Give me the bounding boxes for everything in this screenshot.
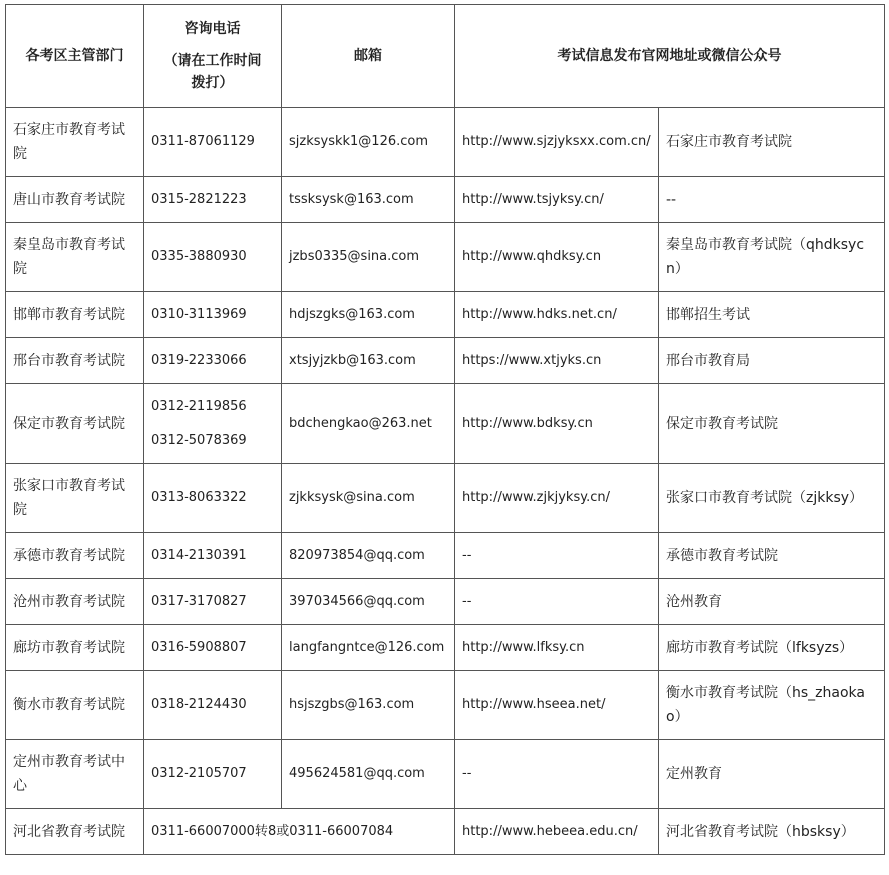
cell-dept: 河北省教育考试院: [6, 809, 144, 855]
cell-phone: 0313-8063322: [144, 464, 282, 533]
cell-email[interactable]: jzbs0335@sina.com: [282, 223, 455, 292]
cell-dept: 石家庄市教育考试院: [6, 108, 144, 177]
cell-wechat: 沧州教育: [659, 579, 885, 625]
cell-dept: 张家口市教育考试院: [6, 464, 144, 533]
cell-url[interactable]: https://www.xtjyks.cn: [455, 338, 659, 384]
cell-dept: 衡水市教育考试院: [6, 671, 144, 740]
cell-wechat: 张家口市教育考试院（zjkksy）: [659, 464, 885, 533]
table-row: [6, 223, 885, 292]
cell-wechat: 定州教育: [659, 740, 885, 809]
cell-wechat: 保定市教育考试院: [659, 384, 885, 464]
cell-dept: 承德市教育考试院: [6, 533, 144, 579]
cell-wechat: 衡水市教育考试院（hs_zhaokao）: [659, 671, 885, 740]
cell-url[interactable]: http://www.hebeea.edu.cn/: [455, 809, 659, 855]
cell-url[interactable]: http://www.zjkjyksy.cn/: [455, 464, 659, 533]
header-info: 考试信息发布官网地址或微信公众号: [455, 5, 885, 108]
contact-table: [5, 4, 885, 855]
cell-phone: 0312-2105707: [144, 740, 282, 809]
cell-phone-line1: 0312-2119856: [151, 398, 247, 414]
cell-url[interactable]: http://www.hseea.net/: [455, 671, 659, 740]
cell-email[interactable]: xtsjyjzkb@163.com: [282, 338, 455, 384]
table-row: [6, 625, 885, 671]
cell-phone: 0310-3113969: [144, 292, 282, 338]
cell-dept: 保定市教育考试院: [6, 384, 144, 464]
header-email: 邮箱: [282, 5, 455, 108]
cell-wechat: 秦皇岛市教育考试院（qhdksycn）: [659, 223, 885, 292]
cell-wechat: 廊坊市教育考试院（lfksyzs）: [659, 625, 885, 671]
cell-dept: 廊坊市教育考试院: [6, 625, 144, 671]
header-phone-line2: （请在工作时间: [163, 53, 262, 69]
cell-phone-email-merged: 0311-66007000转8或0311-66007084: [144, 809, 455, 855]
cell-email[interactable]: 820973854@qq.com: [282, 533, 455, 579]
header-dept: 各考区主管部门: [6, 5, 144, 108]
cell-dept: 沧州市教育考试院: [6, 579, 144, 625]
cell-url[interactable]: http://www.lfksy.cn: [455, 625, 659, 671]
cell-email[interactable]: 495624581@qq.com: [282, 740, 455, 809]
cell-phone: 0315-2821223: [144, 177, 282, 223]
cell-dept: 秦皇岛市教育考试院: [6, 223, 144, 292]
cell-url[interactable]: http://www.bdksy.cn: [455, 384, 659, 464]
cell-dept: 邢台市教育考试院: [6, 338, 144, 384]
table-row: [6, 740, 885, 809]
cell-phone: 0318-2124430: [144, 671, 282, 740]
cell-email[interactable]: tssksysk@163.com: [282, 177, 455, 223]
cell-url[interactable]: http://www.qhdksy.cn: [455, 223, 659, 292]
cell-dept: 定州市教育考试中心: [6, 740, 144, 809]
cell-email[interactable]: bdchengkao@263.net: [282, 384, 455, 464]
cell-url: --: [455, 740, 659, 809]
cell-dept: 唐山市教育考试院: [6, 177, 144, 223]
cell-wechat: 邯郸招生考试: [659, 292, 885, 338]
cell-url[interactable]: http://www.hdks.net.cn/: [455, 292, 659, 338]
cell-url[interactable]: http://www.sjzjyksxx.com.cn/: [455, 108, 659, 177]
table-row: [6, 292, 885, 338]
cell-dept: 邯郸市教育考试院: [6, 292, 144, 338]
cell-wechat: --: [659, 177, 885, 223]
table-row: [6, 579, 885, 625]
cell-phone: 0316-5908807: [144, 625, 282, 671]
cell-email[interactable]: zjkksysk@sina.com: [282, 464, 455, 533]
cell-email[interactable]: 397034566@qq.com: [282, 579, 455, 625]
cell-phone-line2: 0312-5078369: [151, 432, 247, 448]
cell-wechat: 邢台市教育局: [659, 338, 885, 384]
table-row: [6, 108, 885, 177]
table-row: [6, 384, 885, 464]
cell-wechat: 石家庄市教育考试院: [659, 108, 885, 177]
cell-email[interactable]: hsjszgbs@163.com: [282, 671, 455, 740]
cell-phone: 0319-2233066: [144, 338, 282, 384]
cell-url: --: [455, 533, 659, 579]
cell-email[interactable]: hdjszgks@163.com: [282, 292, 455, 338]
cell-wechat: 承德市教育考试院: [659, 533, 885, 579]
cell-wechat: 河北省教育考试院（hbsksy）: [659, 809, 885, 855]
cell-phone: [144, 384, 282, 464]
cell-email[interactable]: langfangntce@126.com: [282, 625, 455, 671]
header-phone-line3: 拨打）: [191, 75, 234, 91]
cell-phone: 0314-2130391: [144, 533, 282, 579]
table-row: [6, 533, 885, 579]
table-row: [6, 338, 885, 384]
cell-phone: 0311-87061129: [144, 108, 282, 177]
cell-phone: 0317-3170827: [144, 579, 282, 625]
cell-email[interactable]: sjzksyskk1@126.com: [282, 108, 455, 177]
table-row: [6, 671, 885, 740]
cell-phone: 0335-3880930: [144, 223, 282, 292]
header-phone-line1: 咨询电话: [184, 21, 241, 37]
cell-url: --: [455, 579, 659, 625]
cell-url[interactable]: http://www.tsjyksy.cn/: [455, 177, 659, 223]
table-row: [6, 464, 885, 533]
table-row: [6, 809, 885, 855]
table-row: [6, 177, 885, 223]
header-phone: [144, 5, 282, 108]
table-header-row: [6, 5, 885, 108]
